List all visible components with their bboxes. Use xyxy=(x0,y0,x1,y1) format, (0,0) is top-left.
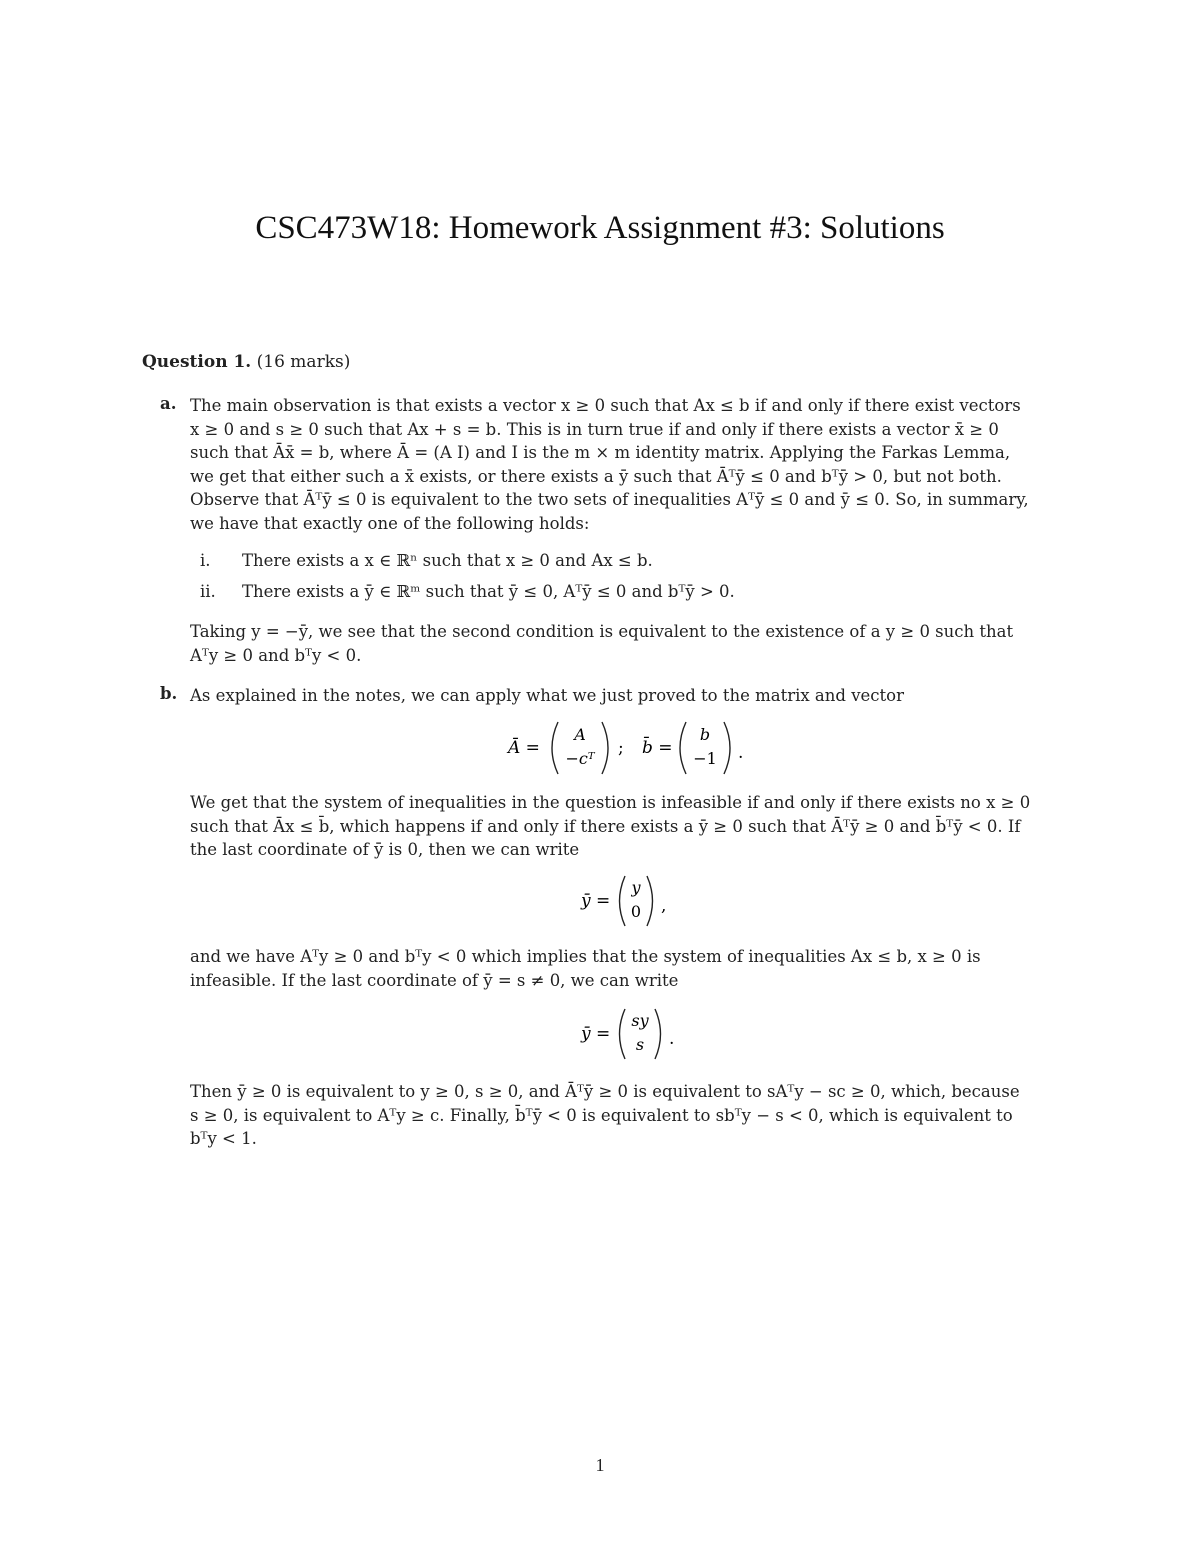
right-paren-icon xyxy=(647,876,653,926)
left-paren-icon xyxy=(620,1009,626,1059)
vector-equation-3 xyxy=(575,1006,685,1062)
text-line: s ≥ 0, is equivalent to Aᵀy ≥ c. Finally, b̄ᵀȳ < 0 is equivalent to sbᵀy − s < 0, which is equivalent to xyxy=(190,1105,1013,1125)
text-line: As explained in the notes, we can apply what we just proved to the matrix and vector xyxy=(190,686,904,705)
right-paren-icon xyxy=(602,722,608,774)
list-item-text: There exists a x ∈ ℝⁿ such that x ≥ 0 and Ax ≤ b. xyxy=(242,551,653,570)
eq1-m2-top: b xyxy=(699,725,711,744)
text-line: we have that exactly one of the following holds: xyxy=(190,513,590,533)
eq1-lhs-a: Ā = xyxy=(508,738,540,758)
eq1-lhs-b: b̄ = xyxy=(642,738,673,758)
eq3-bottom: s xyxy=(635,1035,645,1054)
text-line: We get that the system of inequalities in the question is infeasible if and only if there exists no x ≥ 0 xyxy=(190,793,1031,812)
left-paren-icon xyxy=(680,722,686,774)
eq2-lhs: ȳ = xyxy=(581,891,611,911)
text-line: Aᵀy ≥ 0 and bᵀy < 0. xyxy=(190,645,362,665)
part-b-paragraph-2 xyxy=(190,945,1060,992)
left-paren-icon xyxy=(552,722,558,774)
list-item xyxy=(200,582,735,601)
question-marks: (16 marks) xyxy=(256,352,351,372)
part-b-intro xyxy=(190,684,1060,708)
text-line: bᵀy < 1. xyxy=(190,1129,257,1148)
text-line: such that Āx ≤ b̄, which happens if and only if there exists a ȳ ≥ 0 such that Āᵀȳ ≥ 0 and b̄ᵀȳ < 0. If xyxy=(190,816,1021,836)
list-item-text: There exists a ȳ ∈ ℝᵐ such that ȳ ≤ 0, Aᵀȳ ≤ 0 and bᵀȳ > 0. xyxy=(242,582,735,601)
text-line: Observe that Āᵀȳ ≤ 0 is equivalent to the two sets of inequalities Aᵀȳ ≤ 0 and ȳ ≤ 0. So, in summary, xyxy=(190,490,1029,509)
eq1-separator: ; xyxy=(618,738,624,758)
part-b-paragraph-1 xyxy=(190,791,1060,862)
list-item-number: ii. xyxy=(200,582,216,601)
question-label: Question 1. xyxy=(142,352,252,372)
text-line: we get that either such a x̄ exists, or there exists a ȳ such that Āᵀȳ ≤ 0 and bᵀȳ > 0, but not both. xyxy=(190,466,1002,486)
eq1-m1-top: A xyxy=(574,725,586,744)
eq3-end: . xyxy=(669,1029,675,1049)
matrix-equation-1 xyxy=(500,718,760,778)
eq2-top: y xyxy=(631,878,641,897)
eq1-m2-bottom: −1 xyxy=(693,749,717,768)
part-b-label: b. xyxy=(160,684,178,703)
eq3-top: sy xyxy=(631,1011,649,1030)
list-item xyxy=(200,551,653,570)
right-paren-icon xyxy=(724,722,730,774)
eq2-end: , xyxy=(661,896,667,916)
part-a-paragraph xyxy=(190,394,1060,535)
eq2-bottom: 0 xyxy=(630,902,642,921)
list-item-number: i. xyxy=(200,551,211,570)
text-line: Taking y = −ȳ, we see that the second condition is equivalent to the existence of a y ≥ 0 such that xyxy=(190,622,1014,641)
question-heading xyxy=(142,352,350,372)
eq1-m1-bottom: −cᵀ xyxy=(565,749,595,768)
part-a-label: a. xyxy=(160,394,177,413)
text-line: such that Āx̄ = b, where Ā = (A I) and I is the m × m identity matrix. Applying the Farkas Lemma, xyxy=(190,443,1011,462)
document-title: CSC473W18: Homework Assignment #3: Solutions xyxy=(255,210,945,246)
text-line: Then ȳ ≥ 0 is equivalent to y ≥ 0, s ≥ 0, and Āᵀȳ ≥ 0 is equivalent to sAᵀy − sc ≥ 0, which, because xyxy=(190,1082,1020,1101)
left-paren-icon xyxy=(620,876,626,926)
eq1-end: . xyxy=(738,743,744,763)
text-line: and we have Aᵀy ≥ 0 and bᵀy < 0 which implies that the system of inequalities Ax ≤ b, x ≥ 0 is xyxy=(190,947,981,966)
page-number: 1 xyxy=(595,1455,605,1475)
part-a-conclusion xyxy=(190,620,1060,667)
text-line: The main observation is that exists a vector x ≥ 0 such that Ax ≤ b if and only if there exist vectors xyxy=(190,396,1021,415)
text-line: x ≥ 0 and s ≥ 0 such that Ax + s = b. This is in turn true if and only if there exists a vector x̄ ≥ 0 xyxy=(190,419,999,439)
vector-equation-2 xyxy=(575,873,675,929)
text-line: the last coordinate of ȳ is 0, then we can write xyxy=(190,840,580,859)
right-paren-icon xyxy=(655,1009,661,1059)
part-b-paragraph-3 xyxy=(190,1080,1060,1151)
text-line: infeasible. If the last coordinate of ȳ = s ≠ 0, we can write xyxy=(190,970,679,990)
eq3-lhs: ȳ = xyxy=(581,1024,611,1044)
